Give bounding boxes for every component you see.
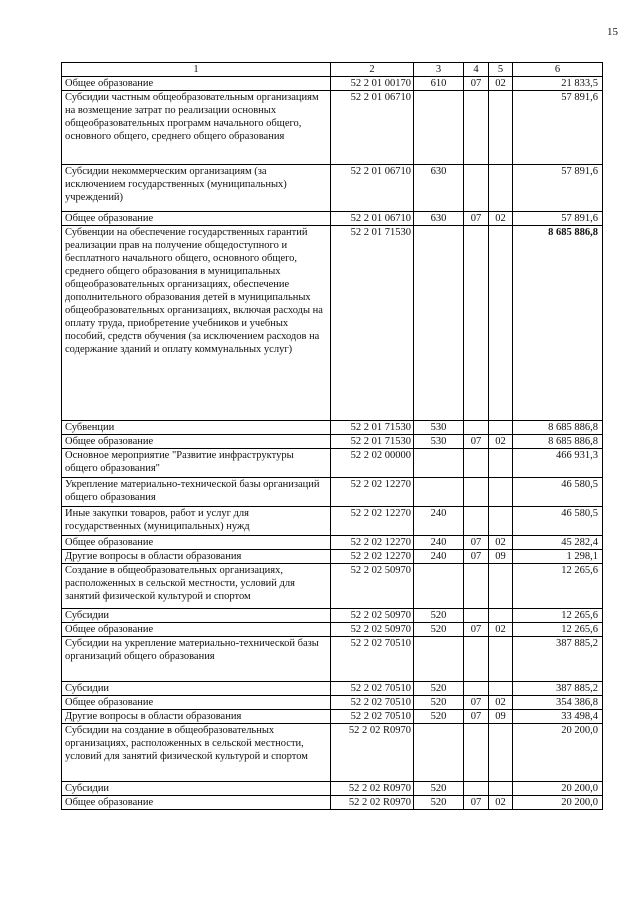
cell-code: 52 2 01 06710: [331, 91, 414, 165]
cell-code: 52 2 01 00170: [331, 77, 414, 91]
table-row: [62, 682, 603, 696]
cell-amount: 354 386,8: [513, 696, 603, 710]
cell-pr: 02: [489, 536, 513, 550]
cell-pr: 02: [489, 435, 513, 449]
cell-pr: 09: [489, 550, 513, 564]
cell-rz: 07: [464, 796, 489, 810]
cell-name: Общее образование: [62, 77, 331, 91]
table-row: [62, 91, 603, 165]
table-row: [62, 77, 603, 91]
header-row: [62, 63, 603, 77]
cell-pr: [489, 421, 513, 435]
cell-rz: [464, 507, 489, 536]
cell-code: 52 2 01 06710: [331, 212, 414, 226]
budget-table: [61, 62, 603, 810]
cell-code: 52 2 01 71530: [331, 421, 414, 435]
cell-vr: 520: [414, 696, 464, 710]
table-row: [62, 724, 603, 782]
cell-vr: [414, 564, 464, 609]
header-col-3: 3: [414, 63, 464, 77]
cell-code: 52 2 02 R0970: [331, 796, 414, 810]
header-col-6: 6: [513, 63, 603, 77]
cell-rz: 07: [464, 696, 489, 710]
cell-pr: 02: [489, 77, 513, 91]
cell-amount: 33 498,4: [513, 710, 603, 724]
cell-amount: 8 685 886,8: [513, 421, 603, 435]
cell-pr: 02: [489, 212, 513, 226]
table-row: [62, 478, 603, 507]
cell-amount: 8 685 886,8: [513, 435, 603, 449]
cell-pr: 02: [489, 623, 513, 637]
cell-pr: 09: [489, 710, 513, 724]
cell-rz: [464, 165, 489, 212]
cell-vr: [414, 226, 464, 421]
cell-name: Субсидии частным общеобразовательным организациям на возмещение затрат по реализации основных общеобразовательных программ начального общего, основного общего, среднего общего образования: [62, 91, 331, 165]
cell-name: Субсидии некоммерческим организациям (за исключением государственных (муниципальных) учреждений): [62, 165, 331, 212]
cell-name: Субвенции на обеспечение государственных гарантий реализации прав на получение общедоступного и бесплатного начального общего, основного общего, среднего общего образования в муниципальных общеобразовательных организациях, обеспечение дополнительного образования детей в муниципальных общеобразовательных организациях, включая расходы на оплату труда, приобретение учебников и учебных пособий, средств обучения (за исключением расходов на содержание зданий и оплату коммунальных услуг): [62, 226, 331, 421]
cell-code: 52 2 02 70510: [331, 710, 414, 724]
cell-rz: 07: [464, 550, 489, 564]
cell-amount: 46 580,5: [513, 507, 603, 536]
table-row: [62, 536, 603, 550]
page-number: 15: [607, 26, 618, 38]
cell-vr: 630: [414, 212, 464, 226]
cell-amount: 387 885,2: [513, 637, 603, 682]
cell-name: Основное мероприятие "Развитие инфраструктуры общего образования": [62, 449, 331, 478]
cell-vr: 520: [414, 796, 464, 810]
table-row: [62, 449, 603, 478]
table-row: [62, 623, 603, 637]
cell-amount: 12 265,6: [513, 623, 603, 637]
cell-amount: 20 200,0: [513, 782, 603, 796]
cell-vr: 240: [414, 550, 464, 564]
cell-vr: 240: [414, 536, 464, 550]
table-row: [62, 710, 603, 724]
table-row: [62, 564, 603, 609]
cell-vr: [414, 637, 464, 682]
table-row: [62, 637, 603, 682]
cell-pr: [489, 226, 513, 421]
cell-vr: [414, 724, 464, 782]
cell-pr: [489, 91, 513, 165]
cell-vr: 240: [414, 507, 464, 536]
cell-vr: 530: [414, 435, 464, 449]
cell-name: Создание в общеобразовательных организациях, расположенных в сельской местности, условий для занятий физической культурой и спортом: [62, 564, 331, 609]
table-row: [62, 796, 603, 810]
cell-rz: [464, 564, 489, 609]
cell-rz: [464, 724, 489, 782]
cell-code: 52 2 01 06710: [331, 165, 414, 212]
cell-code: 52 2 02 50970: [331, 564, 414, 609]
cell-name: Другие вопросы в области образования: [62, 710, 331, 724]
table-row: [62, 421, 603, 435]
cell-vr: 520: [414, 782, 464, 796]
cell-name: Общее образование: [62, 796, 331, 810]
header-col-1: 1: [62, 63, 331, 77]
cell-rz: [464, 226, 489, 421]
cell-amount: 57 891,6: [513, 165, 603, 212]
cell-code: 52 2 02 12270: [331, 550, 414, 564]
table-row: [62, 782, 603, 796]
cell-pr: [489, 165, 513, 212]
cell-name: Субсидии: [62, 782, 331, 796]
cell-rz: 07: [464, 212, 489, 226]
cell-name: Другие вопросы в области образования: [62, 550, 331, 564]
cell-vr: [414, 478, 464, 507]
cell-amount: 57 891,6: [513, 91, 603, 165]
cell-rz: [464, 478, 489, 507]
table-row: [62, 507, 603, 536]
cell-pr: [489, 609, 513, 623]
cell-rz: 07: [464, 536, 489, 550]
cell-code: 52 2 02 50970: [331, 623, 414, 637]
cell-vr: 520: [414, 710, 464, 724]
cell-vr: 530: [414, 421, 464, 435]
cell-code: 52 2 02 12270: [331, 507, 414, 536]
cell-name: Субсидии: [62, 609, 331, 623]
cell-code: 52 2 01 71530: [331, 435, 414, 449]
header-col-2: 2: [331, 63, 414, 77]
cell-name: Общее образование: [62, 623, 331, 637]
cell-name: Общее образование: [62, 435, 331, 449]
cell-rz: 07: [464, 623, 489, 637]
cell-code: 52 2 02 50970: [331, 609, 414, 623]
cell-name: Укрепление материально-технической базы организаций общего образования: [62, 478, 331, 507]
cell-pr: [489, 782, 513, 796]
cell-amount: 387 885,2: [513, 682, 603, 696]
cell-rz: [464, 609, 489, 623]
cell-rz: [464, 637, 489, 682]
cell-pr: [489, 637, 513, 682]
cell-pr: 02: [489, 796, 513, 810]
cell-pr: [489, 507, 513, 536]
cell-rz: [464, 91, 489, 165]
cell-pr: [489, 564, 513, 609]
cell-name: Общее образование: [62, 696, 331, 710]
table-row: [62, 435, 603, 449]
header-col-5: 5: [489, 63, 513, 77]
cell-pr: [489, 449, 513, 478]
cell-vr: [414, 91, 464, 165]
table-row: [62, 165, 603, 212]
cell-vr: [414, 449, 464, 478]
cell-amount: 45 282,4: [513, 536, 603, 550]
cell-code: 52 2 02 12270: [331, 478, 414, 507]
cell-code: 52 2 02 70510: [331, 696, 414, 710]
table-row: [62, 609, 603, 623]
cell-pr: [489, 478, 513, 507]
cell-name: Субсидии: [62, 682, 331, 696]
cell-name: Субсидии на создание в общеобразовательных организациях, расположенных в сельской местности, условий для занятий физической культурой и спортом: [62, 724, 331, 782]
cell-amount: 12 265,6: [513, 564, 603, 609]
cell-name: Субсидии на укрепление материально-технической базы организаций общего образования: [62, 637, 331, 682]
cell-code: 52 2 02 70510: [331, 682, 414, 696]
cell-amount: 20 200,0: [513, 724, 603, 782]
table-row: [62, 212, 603, 226]
table-row: [62, 550, 603, 564]
cell-pr: [489, 724, 513, 782]
cell-vr: 610: [414, 77, 464, 91]
cell-name: Субвенции: [62, 421, 331, 435]
cell-pr: 02: [489, 696, 513, 710]
cell-amount: 20 200,0: [513, 796, 603, 810]
table-row: [62, 226, 603, 421]
cell-code: 52 2 02 00000: [331, 449, 414, 478]
cell-amount: 12 265,6: [513, 609, 603, 623]
table-row: [62, 696, 603, 710]
cell-pr: [489, 682, 513, 696]
cell-vr: 520: [414, 623, 464, 637]
cell-rz: 07: [464, 77, 489, 91]
cell-code: 52 2 01 71530: [331, 226, 414, 421]
cell-rz: [464, 682, 489, 696]
cell-amount: 21 833,5: [513, 77, 603, 91]
cell-vr: 630: [414, 165, 464, 212]
cell-code: 52 2 02 R0970: [331, 724, 414, 782]
cell-amount: 466 931,3: [513, 449, 603, 478]
cell-code: 52 2 02 70510: [331, 637, 414, 682]
cell-rz: 07: [464, 435, 489, 449]
cell-name: Общее образование: [62, 536, 331, 550]
header-col-4: 4: [464, 63, 489, 77]
cell-code: 52 2 02 R0970: [331, 782, 414, 796]
cell-vr: 520: [414, 609, 464, 623]
cell-amount: 46 580,5: [513, 478, 603, 507]
cell-code: 52 2 02 12270: [331, 536, 414, 550]
cell-name: Иные закупки товаров, работ и услуг для государственных (муниципальных) нужд: [62, 507, 331, 536]
cell-name: Общее образование: [62, 212, 331, 226]
cell-amount: 8 685 886,8: [513, 226, 603, 421]
cell-amount: 1 298,1: [513, 550, 603, 564]
cell-rz: [464, 449, 489, 478]
cell-vr: 520: [414, 682, 464, 696]
cell-rz: [464, 421, 489, 435]
cell-amount: 57 891,6: [513, 212, 603, 226]
cell-rz: 07: [464, 710, 489, 724]
cell-rz: [464, 782, 489, 796]
